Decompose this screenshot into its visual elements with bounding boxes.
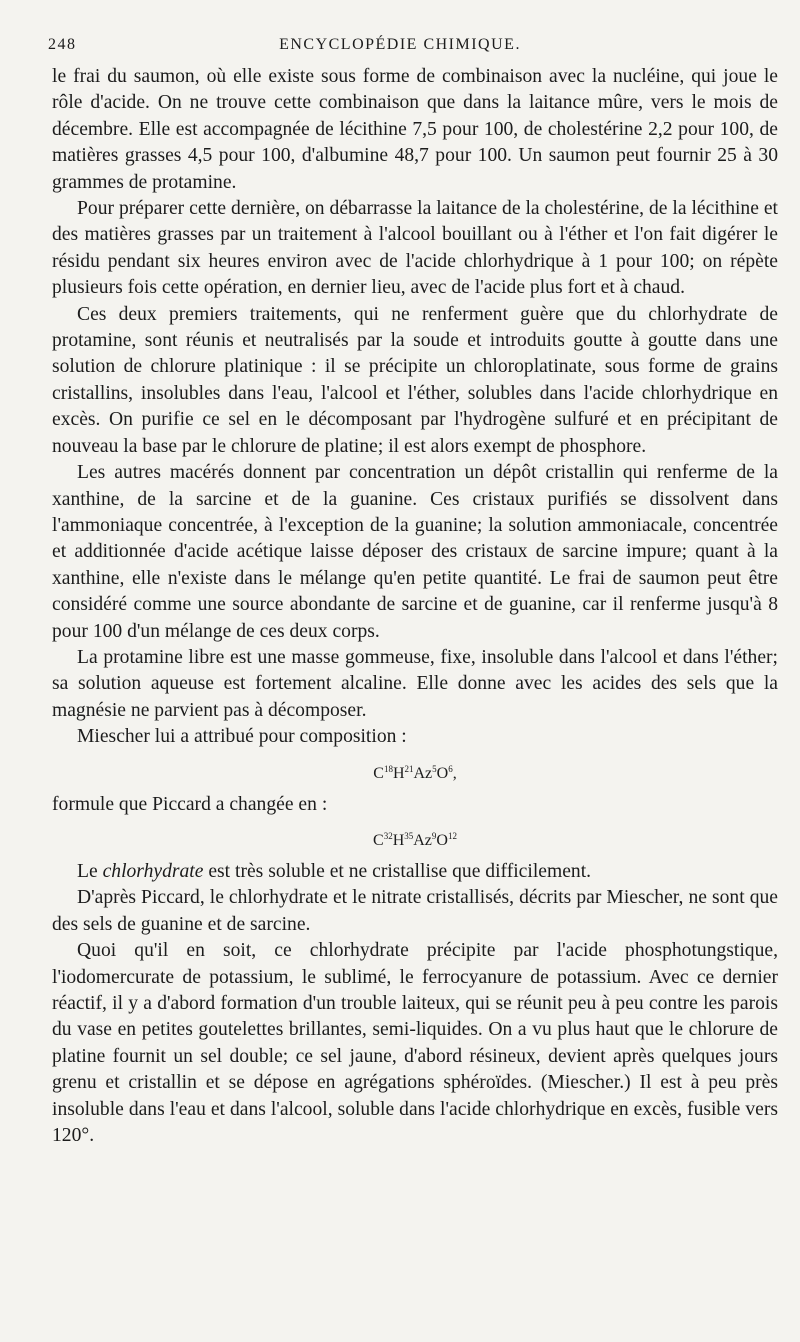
paragraph: formule que Piccard a changée en : bbox=[52, 793, 328, 815]
paragraph: D'après Piccard, le chlorhydrate et le nitrate cristallisés, décrits par Miescher, ne sont que des sels de guanine et de sarcine. bbox=[52, 887, 778, 935]
formula-piccard: $C^{32}H^{35}Az^9O^{12}$ bbox=[373, 830, 457, 849]
italic-term: chlorhydrate bbox=[102, 860, 204, 882]
page-number: 248 bbox=[48, 36, 77, 53]
formula-miescher: $C^{18}H^{21}Az^5O^6$, bbox=[373, 763, 457, 782]
page-header bbox=[48, 36, 752, 58]
paragraph: La protamine libre est une masse gommeuse, fixe, insoluble dans l'alcool et dans l'éther; sa solution aqueuse est fortement alcaline. Elle donne avec les acides des sels que la magnésie ne parvient pas à décomposer. bbox=[52, 646, 778, 721]
running-title: ENCYCLOPÉDIE CHIMIQUE. bbox=[279, 36, 521, 53]
paragraph: Ces deux premiers traitements, qui ne renferment guère que du chlorhydrate de protamine, sont réunis et neutralisés par la soude et introduits goutte à goutte dans une solution de chlorure platinique : il se précipite un chloroplatinate, sous forme de grains cristallins, insolubles dans l'eau, l'alcool et l'éther, solubles dans l'acide chlorhydrique en excès. On purifie ce sel en le décomposant par l'hydrogène sulfuré et en précipitant de nouveau la base par le chlorure de platine; il est alors exempt de phosphore. bbox=[52, 303, 778, 457]
paragraph: Quoi qu'il en soit, ce chlorhydrate précipite par l'acide phosphotungstique, l'iodomercurate de potassium, le sublimé, le ferrocyanure de potassium. Avec ce dernier réactif, il y a d'abord formation d'un trouble laiteux, qui se réunit peu à peu contre les parois du vase en petites goutelettes brillantes, semi-liquides. On a vu plus haut que le chlorure de platine fournit un sel double; ce sel jaune, d'abord résineux, devient après quelques jours grenu et cristallin et se dépose en agrégations sphéroïdes. (Miescher.) Il est à peu près insoluble dans l'eau et dans l'alcool, soluble dans l'acide chlorhydrique en excès, fusible vers 120°. bbox=[52, 940, 778, 1147]
body-text bbox=[52, 64, 778, 1149]
paragraph: Pour préparer cette dernière, on débarrasse la laitance de la cholestérine, de la lécithine et des matières grasses par un traitement à l'alcool bouillant ou à l'éther et l'on fait digérer le résidu pendant six heures environ avec de l'acide chlorhydrique à 1 pour 100; on répète plusieurs fois cette opération, en dernier lieu, avec de l'acide plus fort et à chaud. bbox=[52, 198, 778, 299]
paragraph-chlorhydrate: Le chlorhydrate est très soluble et ne cristallise que difficilement. bbox=[77, 860, 592, 882]
paragraph: Les autres macérés donnent par concentration un dépôt cristallin qui renferme de la xanthine, de la sarcine et de la guanine. Ces cristaux purifiés se dissolvent dans l'ammoniaque concentrée, à l'exception de la guanine; la solution ammoniacale, concentrée et additionnée d'acide acétique laisse déposer des cristaux de sarcine impure; quant à la xanthine, elle n'existe dans le mélange qu'en petite quantité. Le frai de saumon peut être considéré comme une source abondante de sarcine et de guanine, car il renferme jusqu'à 8 pour 100 d'un mélange de ces deux corps. bbox=[52, 462, 778, 642]
paragraph: le frai du saumon, où elle existe sous forme de combinaison avec la nucléine, qui joue le rôle d'acide. On ne trouve cette combinaison que dans la laitance mûre, vers le mois de décembre. Elle est accompagnée de lécithine 7,5 pour 100, de cholestérine 2,2 pour 100, de matières grasses 4,5 pour 100, d'albumine 48,7 pour 100. Un saumon peut fournir 25 à 30 grammes de protamine. bbox=[52, 66, 778, 193]
paragraph: Miescher lui a attribué pour composition : bbox=[77, 726, 407, 748]
